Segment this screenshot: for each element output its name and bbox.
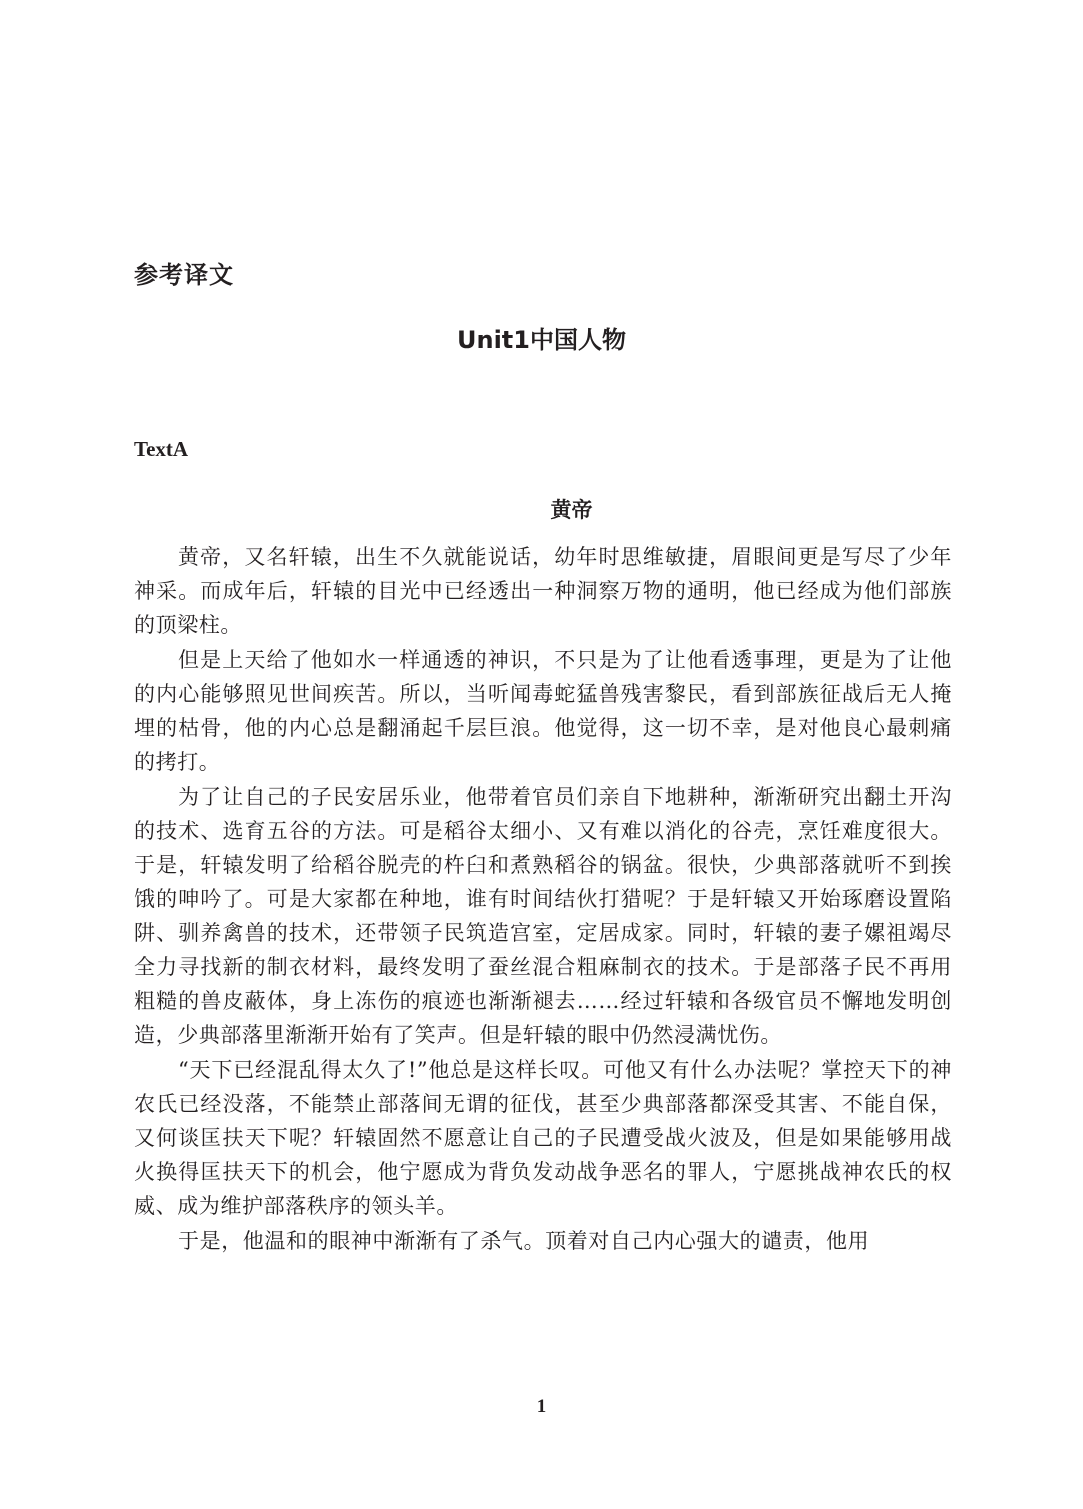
paragraph-5: 于是，他温和的眼神中渐渐有了杀气。顶着对自己内心强大的谴责，他用: [178, 1229, 870, 1253]
article-body: [134, 540, 952, 1259]
unit-title: Unit1中国人物: [457, 326, 626, 354]
section-title: 参考译文: [134, 261, 234, 289]
article-title: 黄帝: [550, 498, 593, 522]
paragraph-3: 为了让自己的子民安居乐业，他带着官员们亲自下地耕种，渐渐研究出翻土开沟的技术、选育五谷的方法。可是稻谷太细小、又有难以消化的谷壳，烹饪难度很大。于是，轩辕发明了给稻谷脱壳的杵臼和煮熟稻谷的锅盆。很快，少典部落就听不到挨饿的呻吟了。可是大家都在种地，谁有时间结伙打猎呢？于是轩辕又开始琢磨设置陷阱、驯养禽兽的技术，还带领子民筑造宫室，定居成家。同时，轩辕的妻子嫘祖竭尽全力寻找新的制衣材料，最终发明了蚕丝混合粗麻制衣的技术。于是部落子民不再用粗糙的兽皮蔽体，身上冻伤的痕迹也渐渐褪去……经过轩辕和各级官员不懈地发明创造，少典部落里渐渐开始有了笑声。但是轩辕的眼中仍然浸满忧伤。: [134, 785, 952, 1047]
page-number: 1: [536, 1396, 547, 1417]
text-label: TextA: [134, 437, 189, 461]
paragraph-1: 黄帝，又名轩辕，出生不久就能说话，幼年时思维敏捷，眉眼间更是写尽了少年神采。而成年后，轩辕的目光中已经透出一种洞察万物的通明，他已经成为他们部族的顶梁柱。: [134, 545, 952, 637]
paragraph-4: “天下已经混乱得太久了!”他总是这样长叹。可他又有什么办法呢？掌控天下的神农氏已经没落，不能禁止部落间无谓的征伐，甚至少典部落都深受其害、不能自保，又何谈匡扶天下呢？轩辕固然不愿意让自己的子民遭受战火波及，但是如果能够用战火换得匡扶天下的机会，他宁愿成为背负发动战争恶名的罪人，宁愿挑战神农氏的权威、成为维护部落秩序的领头羊。: [134, 1058, 952, 1218]
paragraph-2: 但是上天给了他如水一样通透的神识，不只是为了让他看透事理，更是为了让他的内心能够照见世间疾苦。所以，当听闻毒蛇猛兽残害黎民，看到部族征战后无人掩埋的枯骨，他的内心总是翻涌起千层巨浪。他觉得，这一切不幸，是对他良心最刺痛的拷打。: [134, 648, 952, 774]
